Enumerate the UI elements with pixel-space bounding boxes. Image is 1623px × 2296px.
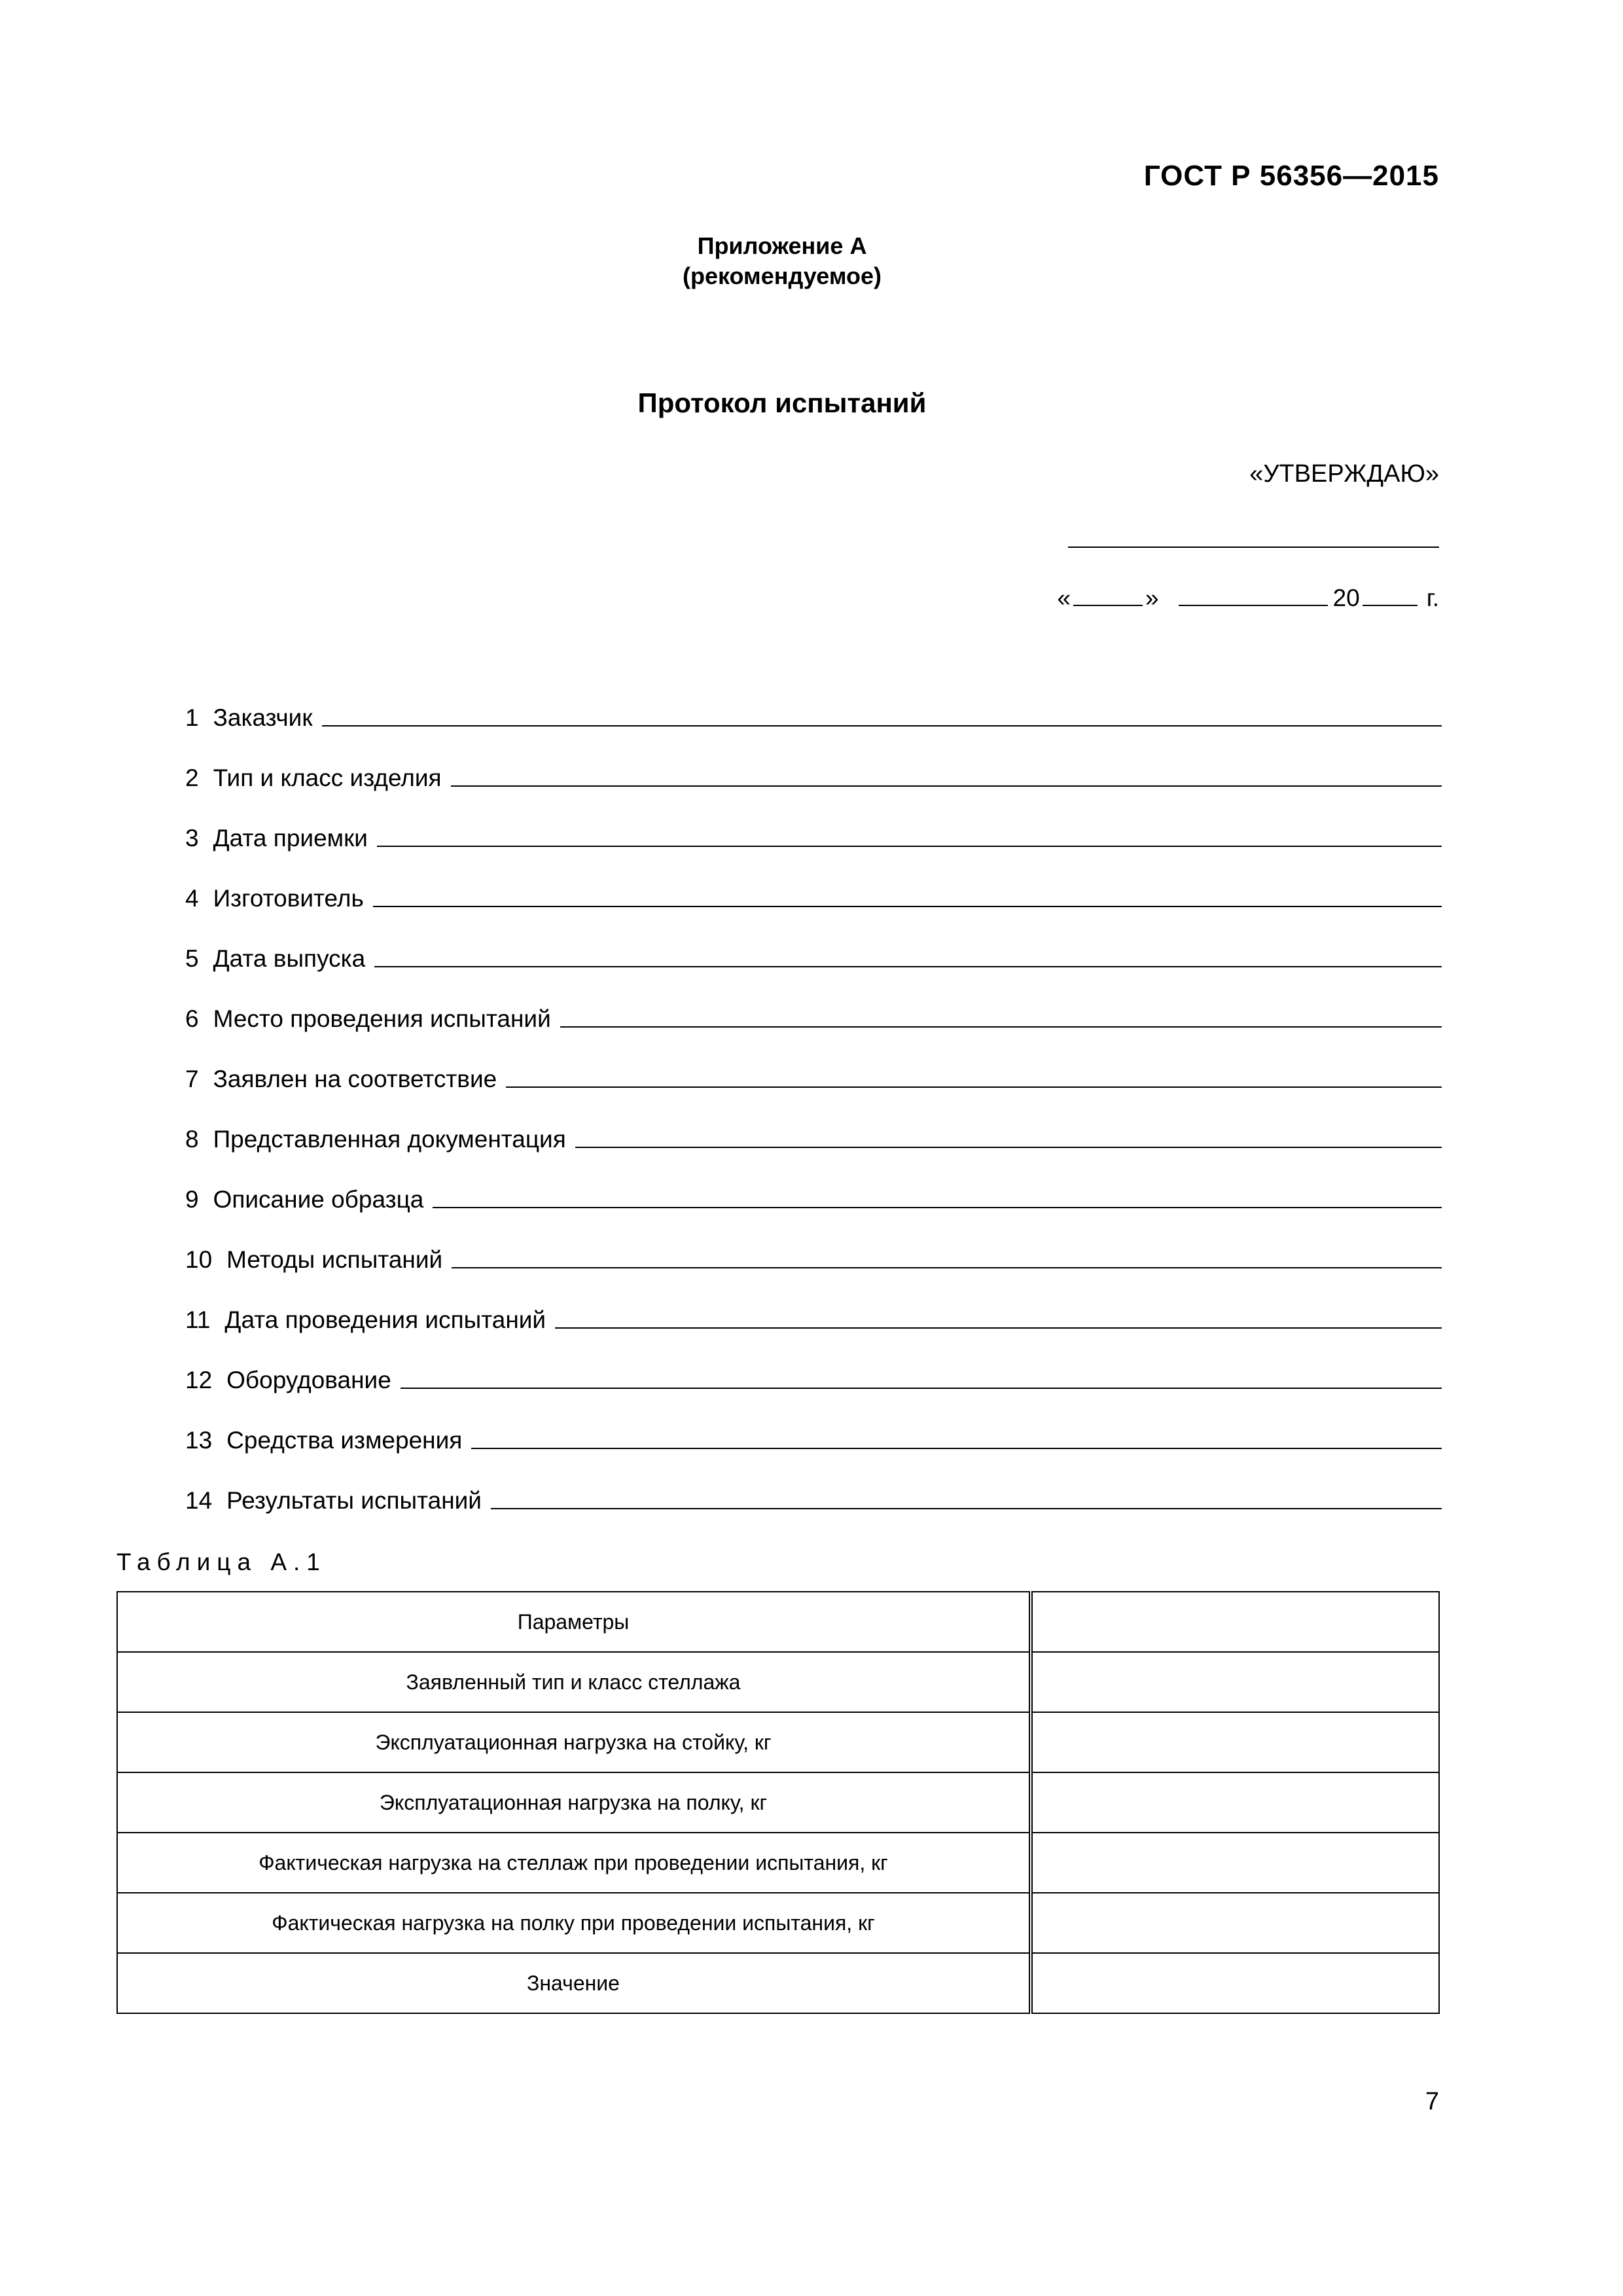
field-fill-line[interactable] <box>374 966 1442 967</box>
field-number: 13 <box>185 1427 213 1454</box>
field-number: 6 <box>185 1005 199 1032</box>
appendix-title: Приложение А <box>697 232 867 259</box>
table-row <box>117 1712 1439 1772</box>
field-fill-line[interactable] <box>433 1207 1442 1208</box>
table-parameter-cell: Заявленный тип и класс стеллажа <box>117 1652 1031 1712</box>
field-fill-line[interactable] <box>575 1147 1442 1148</box>
table-row <box>117 1652 1439 1712</box>
appendix-note: (рекомендуемое) <box>683 262 882 289</box>
table-row <box>117 1953 1439 2013</box>
date-year-blank[interactable] <box>1363 581 1418 606</box>
form-field-manufacturer <box>185 881 1442 912</box>
form-field-documentation <box>185 1122 1442 1153</box>
approval-date <box>1057 581 1439 612</box>
field-label: Представленная документация <box>213 1126 566 1153</box>
field-fill-line[interactable] <box>560 1026 1442 1028</box>
field-fill-line[interactable] <box>491 1508 1442 1509</box>
field-label: Изготовитель <box>213 885 364 912</box>
form-field-sample-description <box>185 1182 1442 1213</box>
table-value-cell[interactable] <box>1031 1833 1439 1893</box>
field-label: Дата приемки <box>213 825 368 852</box>
table-header-parameters: Параметры <box>117 1592 1031 1652</box>
field-number: 5 <box>185 945 199 972</box>
form-field-equipment <box>185 1363 1442 1394</box>
table-row <box>117 1893 1439 1953</box>
field-label: Заявлен на соответствие <box>213 1066 497 1092</box>
table-parameter-cell: Эксплуатационная нагрузка на полку, кг <box>117 1772 1031 1833</box>
form-field-measuring-instruments <box>185 1423 1442 1454</box>
date-open-quote: « <box>1057 584 1071 611</box>
table-value-cell[interactable] <box>1031 1592 1439 1652</box>
field-number: 9 <box>185 1186 199 1213</box>
table-value-cell[interactable] <box>1031 1652 1439 1712</box>
form-field-test-results <box>185 1483 1442 1515</box>
table-row <box>117 1592 1439 1652</box>
approval-label: «УТВЕРЖДАЮ» <box>1249 460 1439 488</box>
field-fill-line[interactable] <box>452 1267 1442 1268</box>
field-label: Дата проведения испытаний <box>224 1306 546 1333</box>
field-label: Заказчик <box>213 704 313 731</box>
table-caption: Таблица А.1 <box>116 1549 327 1575</box>
form-field-conformity-claim <box>185 1062 1442 1093</box>
field-fill-line[interactable] <box>471 1448 1442 1449</box>
date-year-prefix: 20 <box>1332 584 1360 611</box>
document-number: ГОСТ Р 56356—2015 <box>1143 160 1439 192</box>
field-label: Оборудование <box>226 1367 391 1393</box>
field-number: 3 <box>185 825 199 852</box>
table-value-cell[interactable] <box>1031 1772 1439 1833</box>
field-number: 12 <box>185 1367 213 1393</box>
form-field-test-location <box>185 1001 1442 1033</box>
field-label: Средства измерения <box>226 1427 463 1454</box>
table-value-cell[interactable] <box>1031 1712 1439 1772</box>
protocol-title: Протокол испытаний <box>637 387 927 418</box>
table-parameter-cell: Фактическая нагрузка на стеллаж при проведении испытания, кг <box>117 1833 1031 1893</box>
table-parameter-cell: Значение <box>117 1953 1031 2013</box>
field-number: 8 <box>185 1126 199 1153</box>
field-label: Дата выпуска <box>213 945 366 972</box>
form-field-test-methods <box>185 1242 1442 1274</box>
field-label: Тип и класс изделия <box>213 764 442 791</box>
form-field-acceptance-date <box>185 821 1442 852</box>
field-label: Место проведения испытаний <box>213 1005 551 1032</box>
field-number: 1 <box>185 704 199 731</box>
table-value-cell[interactable] <box>1031 1953 1439 2013</box>
table-parameter-cell: Фактическая нагрузка на полку при проведении испытания, кг <box>117 1893 1031 1953</box>
field-label: Результаты испытаний <box>226 1487 482 1514</box>
form-field-release-date <box>185 941 1442 973</box>
form-field-customer <box>185 700 1442 732</box>
form-field-test-date <box>185 1302 1442 1334</box>
table-row <box>117 1772 1439 1833</box>
form-field-product-type <box>185 761 1442 792</box>
table-parameter-cell: Эксплуатационная нагрузка на стойку, кг <box>117 1712 1031 1772</box>
field-number: 4 <box>185 885 199 912</box>
date-month-blank[interactable] <box>1179 581 1328 606</box>
parameters-table <box>116 1591 1440 2014</box>
date-close-quote: » <box>1145 584 1159 611</box>
field-number: 10 <box>185 1246 213 1273</box>
field-number: 14 <box>185 1487 213 1514</box>
field-fill-line[interactable] <box>506 1086 1442 1088</box>
field-fill-line[interactable] <box>322 725 1442 726</box>
field-label: Описание образца <box>213 1186 424 1213</box>
field-fill-line[interactable] <box>401 1388 1442 1389</box>
date-year-suffix: г. <box>1426 584 1439 611</box>
field-fill-line[interactable] <box>377 846 1442 847</box>
field-number: 2 <box>185 764 199 791</box>
table-value-cell[interactable] <box>1031 1893 1439 1953</box>
field-fill-line[interactable] <box>451 785 1442 787</box>
page-number: 7 <box>1425 2088 1439 2115</box>
field-number: 11 <box>185 1306 211 1333</box>
approval-signature-line[interactable] <box>1068 547 1439 548</box>
field-fill-line[interactable] <box>373 906 1442 907</box>
field-fill-line[interactable] <box>555 1327 1442 1329</box>
date-day-blank[interactable] <box>1073 581 1143 606</box>
field-label: Методы испытаний <box>226 1246 443 1273</box>
table-row <box>117 1833 1439 1893</box>
field-number: 7 <box>185 1066 199 1092</box>
